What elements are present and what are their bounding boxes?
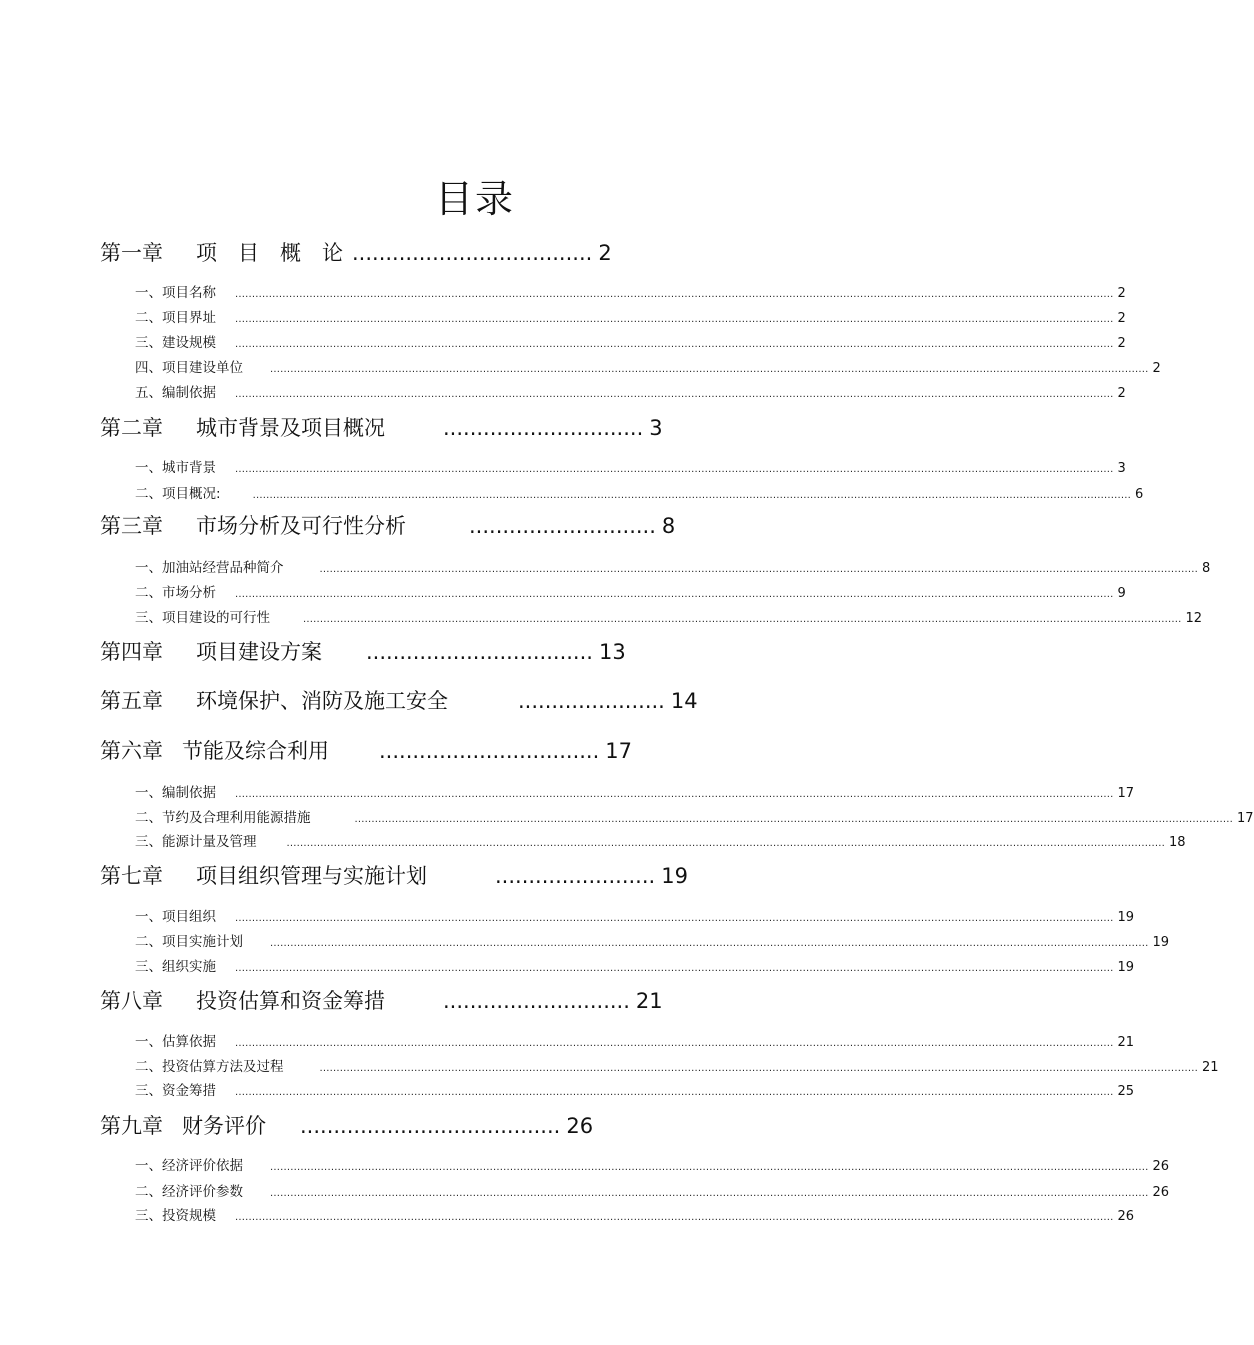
section-entry[interactable]: [135, 781, 1135, 801]
chapter-title: 财务评价: [182, 1114, 266, 1138]
section-title: 三、组织实施: [135, 959, 216, 975]
section-page-number: 9: [1117, 586, 1126, 601]
chapter-dot-leader: ......................: [518, 689, 665, 713]
section-page-number: 26: [1152, 1185, 1170, 1200]
chapter-number: 第三章: [100, 514, 163, 538]
section-entry[interactable]: [135, 830, 1186, 850]
section-dot-leader: ....................................................................................................................................................................................................................................................................: [235, 314, 1114, 325]
section-entry[interactable]: [135, 955, 1135, 975]
section-dot-leader: ....................................................................................................................................................................................................................................................................: [235, 589, 1114, 600]
chapter-dot-leader: .................................: [379, 739, 600, 763]
section-entry[interactable]: [135, 1154, 1170, 1174]
section-dot-leader: ....................................................................................................................................................................................................................................................................: [354, 814, 1233, 825]
chapter-title: 环境保护、消防及施工安全: [196, 689, 448, 713]
section-page-number: 2: [1117, 386, 1126, 401]
chapter-number: 第七章: [100, 864, 163, 888]
toc-title: 目录: [434, 177, 515, 221]
section-entry[interactable]: [135, 581, 1126, 601]
section-title: 二、投资估算方法及过程: [135, 1059, 284, 1075]
section-dot-leader: ....................................................................................................................................................................................................................................................................: [235, 963, 1114, 974]
section-entry[interactable]: [135, 806, 1254, 826]
section-dot-leader: ....................................................................................................................................................................................................................................................................: [303, 614, 1182, 625]
chapter-page-number: 19: [661, 864, 688, 888]
section-title: 三、能源计量及管理: [135, 834, 257, 850]
chapter-title: 项目组织管理与实施计划: [196, 864, 427, 888]
section-page-number: 6: [1135, 487, 1144, 502]
section-page-number: 26: [1117, 1209, 1135, 1224]
chapter-number: 第六章: [100, 739, 163, 763]
section-dot-leader: ....................................................................................................................................................................................................................................................................: [270, 1188, 1149, 1199]
section-page-number: 2: [1117, 336, 1126, 351]
section-page-number: 26: [1152, 1159, 1170, 1174]
section-entry[interactable]: [135, 905, 1135, 925]
section-entry[interactable]: [135, 456, 1126, 476]
section-dot-leader: ....................................................................................................................................................................................................................................................................: [235, 389, 1114, 400]
section-page-number: 17: [1117, 786, 1135, 801]
chapter-entry[interactable]: [100, 1110, 593, 1140]
section-page-number: 19: [1117, 910, 1135, 925]
section-page-number: 21: [1201, 1060, 1219, 1075]
section-title: 一、项目组织: [135, 909, 216, 925]
section-title: 一、城市背景: [135, 460, 216, 476]
section-dot-leader: ....................................................................................................................................................................................................................................................................: [235, 789, 1114, 800]
section-title: 二、节约及合理利用能源措施: [135, 810, 311, 826]
section-page-number: 12: [1185, 611, 1203, 626]
section-title: 三、投资规模: [135, 1208, 216, 1224]
section-page-number: 2: [1152, 361, 1161, 376]
chapter-page-number: 13: [598, 640, 626, 664]
chapter-dot-leader: ............................: [443, 989, 630, 1013]
chapter-page-number: 3: [649, 416, 663, 440]
chapter-number: 第四章: [100, 640, 163, 664]
section-dot-leader: ....................................................................................................................................................................................................................................................................: [235, 1212, 1114, 1223]
chapter-dot-leader: ............................: [469, 514, 656, 538]
section-title: 三、资金筹措: [135, 1083, 216, 1099]
section-title: 一、编制依据: [135, 785, 216, 801]
section-dot-leader: ....................................................................................................................................................................................................................................................................: [235, 1038, 1114, 1049]
chapter-page-number: 2: [598, 241, 612, 265]
chapter-entry[interactable]: [100, 636, 626, 666]
chapter-title: 城市背景及项目概况: [196, 416, 385, 440]
chapter-entry[interactable]: [100, 685, 698, 715]
chapter-title: 市场分析及可行性分析: [196, 514, 406, 538]
section-entry[interactable]: [135, 930, 1170, 950]
chapter-entry[interactable]: [100, 860, 688, 890]
section-title: 二、项目界址: [135, 310, 216, 326]
section-dot-leader: ....................................................................................................................................................................................................................................................................: [286, 838, 1165, 849]
chapter-number: 第八章: [100, 989, 163, 1013]
chapter-page-number: 26: [566, 1114, 594, 1138]
chapter-number: 第一章: [100, 241, 163, 265]
section-entry[interactable]: [135, 1079, 1135, 1099]
section-page-number: 21: [1117, 1035, 1135, 1050]
section-title: 四、项目建设单位: [135, 360, 243, 376]
section-page-number: 19: [1152, 935, 1170, 950]
section-entry[interactable]: [135, 306, 1126, 326]
section-dot-leader: ....................................................................................................................................................................................................................................................................: [319, 564, 1198, 575]
chapter-number: 第九章: [100, 1114, 163, 1138]
section-title: 三、项目建设的可行性: [135, 610, 270, 626]
section-title: 一、经济评价依据: [135, 1158, 243, 1174]
section-entry[interactable]: [135, 1030, 1135, 1050]
section-entry[interactable]: [135, 331, 1126, 351]
section-page-number: 3: [1117, 461, 1126, 476]
section-entry[interactable]: [135, 1180, 1170, 1200]
section-dot-leader: ....................................................................................................................................................................................................................................................................: [270, 364, 1149, 375]
chapter-number: 第五章: [100, 689, 163, 713]
section-page-number: 25: [1117, 1084, 1135, 1099]
section-dot-leader: ....................................................................................................................................................................................................................................................................: [235, 1087, 1114, 1098]
section-page-number: 2: [1117, 286, 1126, 301]
section-title: 二、市场分析: [135, 585, 216, 601]
chapter-entry[interactable]: [100, 237, 612, 267]
chapter-title: 投资估算和资金筹措: [196, 989, 385, 1013]
section-page-number: 2: [1117, 311, 1126, 326]
section-entry[interactable]: [135, 556, 1211, 576]
chapter-page-number: 17: [605, 739, 633, 763]
chapter-dot-leader: ........................: [495, 864, 656, 888]
section-dot-leader: ....................................................................................................................................................................................................................................................................: [235, 464, 1114, 475]
chapter-dot-leader: ..................................: [366, 640, 593, 664]
chapter-dot-leader: ....................................: [352, 241, 593, 265]
section-title: 一、估算依据: [135, 1034, 216, 1050]
section-dot-leader: ....................................................................................................................................................................................................................................................................: [252, 490, 1132, 501]
chapter-entry[interactable]: [100, 510, 675, 540]
section-entry[interactable]: [135, 281, 1126, 301]
section-entry[interactable]: [135, 381, 1126, 401]
section-entry[interactable]: [135, 356, 1161, 376]
chapter-title: 节能及综合利用: [182, 739, 329, 763]
section-entry[interactable]: [135, 606, 1203, 626]
section-title: 一、项目名称: [135, 285, 216, 301]
section-title: 三、建设规模: [135, 335, 216, 351]
section-dot-leader: ....................................................................................................................................................................................................................................................................: [270, 938, 1149, 949]
section-page-number: 17: [1236, 811, 1254, 826]
section-title: 五、编制依据: [135, 385, 216, 401]
section-page-number: 8: [1201, 561, 1211, 576]
chapter-dot-leader: .......................................: [300, 1114, 561, 1138]
section-dot-leader: ....................................................................................................................................................................................................................................................................: [270, 1162, 1149, 1173]
section-entry[interactable]: [135, 482, 1144, 502]
section-page-number: 19: [1117, 960, 1135, 975]
chapter-number: 第二章: [100, 416, 163, 440]
section-entry[interactable]: [135, 1204, 1135, 1224]
chapter-page-number: 8: [661, 514, 676, 538]
chapter-entry[interactable]: [100, 412, 663, 442]
chapter-title: 项 目 概 论: [196, 241, 343, 265]
section-title: 二、经济评价参数: [135, 1184, 243, 1200]
section-dot-leader: ....................................................................................................................................................................................................................................................................: [235, 339, 1114, 350]
chapter-entry[interactable]: [100, 735, 632, 765]
section-page-number: 18: [1168, 835, 1186, 850]
chapter-page-number: 14: [670, 689, 698, 713]
chapter-title: 项目建设方案: [196, 640, 322, 664]
section-dot-leader: ....................................................................................................................................................................................................................................................................: [235, 289, 1114, 300]
section-dot-leader: ....................................................................................................................................................................................................................................................................: [235, 913, 1114, 924]
section-title: 一、加油站经营品种简介: [135, 560, 284, 576]
chapter-page-number: 21: [635, 989, 663, 1013]
section-title: 二、项目概况:: [135, 486, 221, 502]
section-entry[interactable]: [135, 1055, 1219, 1075]
section-dot-leader: ....................................................................................................................................................................................................................................................................: [319, 1063, 1198, 1074]
chapter-entry[interactable]: [100, 985, 663, 1015]
section-title: 二、项目实施计划: [135, 934, 243, 950]
chapter-dot-leader: ..............................: [443, 416, 644, 440]
